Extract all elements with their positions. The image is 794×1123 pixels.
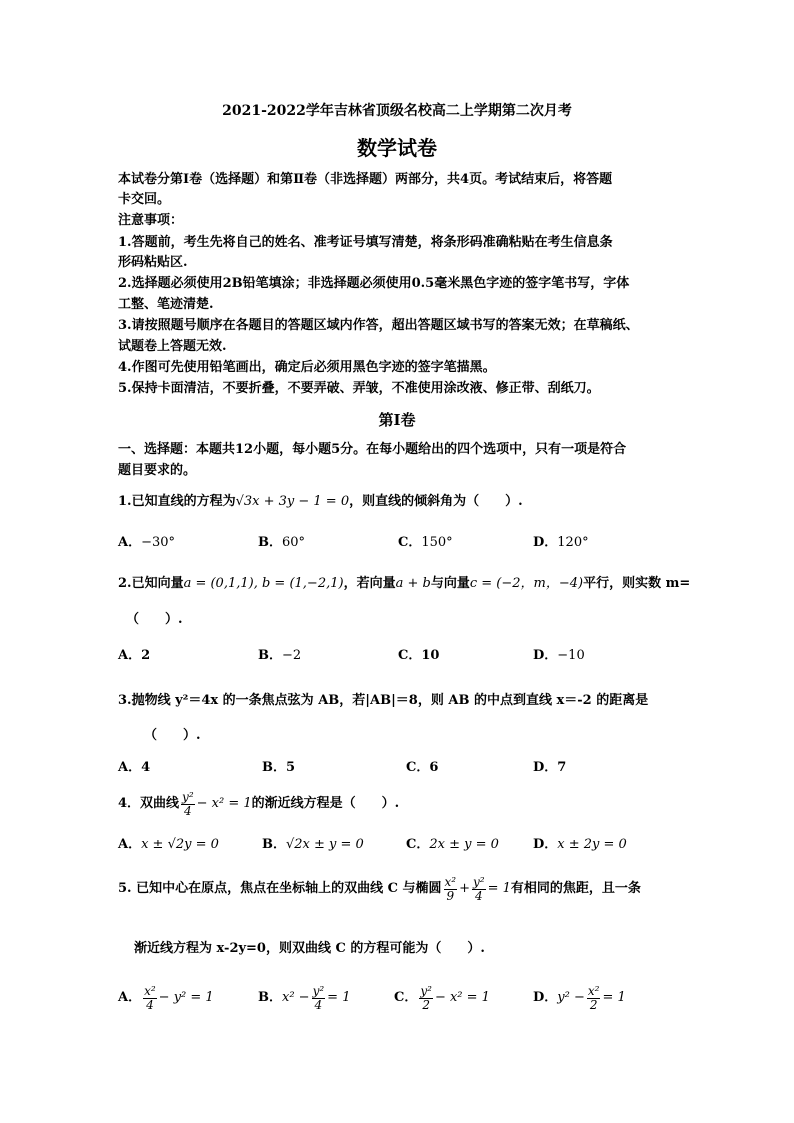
question-4-option-b: B．√2x ± y = 0 [262,837,364,852]
question-1-option-c: C．150° [398,535,453,550]
question-4-option-d: D．x ± 2y = 0 [533,837,627,852]
notes-heading: 注意事项： [118,213,184,228]
note-line: 形码粘贴区. [118,255,188,270]
question-3-stem-line2: （ ）. [144,728,201,743]
question-1-option-a: A．−30° [118,535,176,550]
question-1-formula: √3x + 3y − 1 = 0 [235,494,350,509]
section-instruction-1: 一、选择题：本题共12小题，每小题5分。在每小题给出的四个选项中，只有一项是符合 [118,442,627,457]
question-5-fraction-y: $\frac{\text{y²}}{4}$ [472,875,485,903]
question-5-option-c: C． $\frac{\text{y²}}{2}$ − x² = 1 [394,984,490,1012]
intro-line-2: 卡交回。 [118,192,171,207]
question-5-fraction-x: $\frac{\text{x²}}{9}$ [444,875,457,903]
note-line: 4.作图可先使用铅笔画出，确定后必须用黑色字迹的签字笔描黑。 [118,360,496,375]
note-line: 工整、笔迹清楚. [118,297,214,312]
question-5-option-d: D． y² − $\frac{\text{x²}}{2}$ = 1 [533,984,626,1012]
question-1-stem: 1.已知直线的方程为√3x + 3y − 1 = 0，则直线的倾斜角为（ ）. [118,494,523,509]
question-3-option-a: A．4 [118,760,151,775]
question-2-stem: 2.已知向量a = (0,1,1), b = (1,−2,1)，若向量a + b与向量c = (−2，m，−4)平行，则实数 m= [118,576,691,591]
question-3-stem: 3.抛物线 y²＝4x 的一条焦点弦为 AB，若|AB|＝8，则 AB 的中点到直线 x＝-2 的距离是 [118,693,649,708]
note-line: 1.答题前，考生先将自己的姓名、准考证号填写清楚，将条形码准确粘贴在考生信息条 [118,235,613,250]
note-line: 5.保持卡面清洁，不要折叠，不要弄破、弄皱，不准使用涂改液、修正带、刮纸刀。 [118,381,600,396]
exam-title: 2021-2022学年吉林省顶级名校高二上学期第二次月考 [222,103,572,119]
note-line: 2.选择题必须使用2B铅笔填涂；非选择题必须使用0.5毫米黑色字迹的签字笔书写，字体 [118,276,630,291]
question-2-stem-line2: （ ）. [126,612,183,627]
question-5-option-b: B． x² − $\frac{\text{y²}}{4}$ = 1 [258,984,351,1012]
section-instruction-2: 题目要求的。 [118,463,197,478]
question-5-stem: 5. 已知中心在原点，焦点在坐标轴上的双曲线 C 与椭圆 $\frac{\text{x²}}{9}$ + $\frac{\text{y²}}{4}$ = 1 有相同的焦距，且一条 [118,875,641,903]
question-5-stem-line2: 渐近线方程为 x-2y=0，则双曲线 C 的方程可能为（ ）. [134,941,485,956]
question-1-option-b: B．60° [258,535,306,550]
question-2-formula-sum: a + b [395,576,431,591]
question-4-stem: 4．双曲线 $\frac{\text{y²}}{4}$ − x² = 1 的渐近线方程是（ ）. [118,790,400,818]
intro-line-1: 本试卷分第Ⅰ卷（选择题）和第Ⅱ卷（非选择题）两部分，共4页。考试结束后，将答题 [118,172,613,187]
note-line: 试题卷上答题无效. [118,339,227,354]
question-3-option-b: B．5 [262,760,296,775]
question-1-option-d: D．120° [533,535,589,550]
question-4-fraction: $\frac{\text{y²}}{4}$ [182,790,194,818]
exam-subtitle: 数学试卷 [357,136,437,160]
section-title: 第Ⅰ卷 [378,411,416,429]
note-line: 3.请按照题号顺序在各题目的答题区域内作答，超出答题区域书写的答案无效；在草稿纸、 [118,318,639,333]
question-2-option-b: B．−2 [258,648,302,663]
question-2-option-a: A．2 [118,648,151,663]
question-2-option-c: C．10 [398,648,440,663]
question-2-option-d: D．−10 [533,648,585,663]
question-2-formula-vectors: a = (0,1,1), b = (1,−2,1) [183,576,344,591]
question-3-option-d: D．7 [533,760,567,775]
question-4-option-a: A．x ± √2y = 0 [118,837,219,852]
question-5-option-a: A． $\frac{\text{x²}}{4}$ − y² = 1 [118,984,214,1012]
question-3-option-c: C．6 [406,760,439,775]
question-2-formula-c: c = (−2，m，−4) [469,576,584,591]
question-4-option-c: C．2x ± y = 0 [406,837,499,852]
